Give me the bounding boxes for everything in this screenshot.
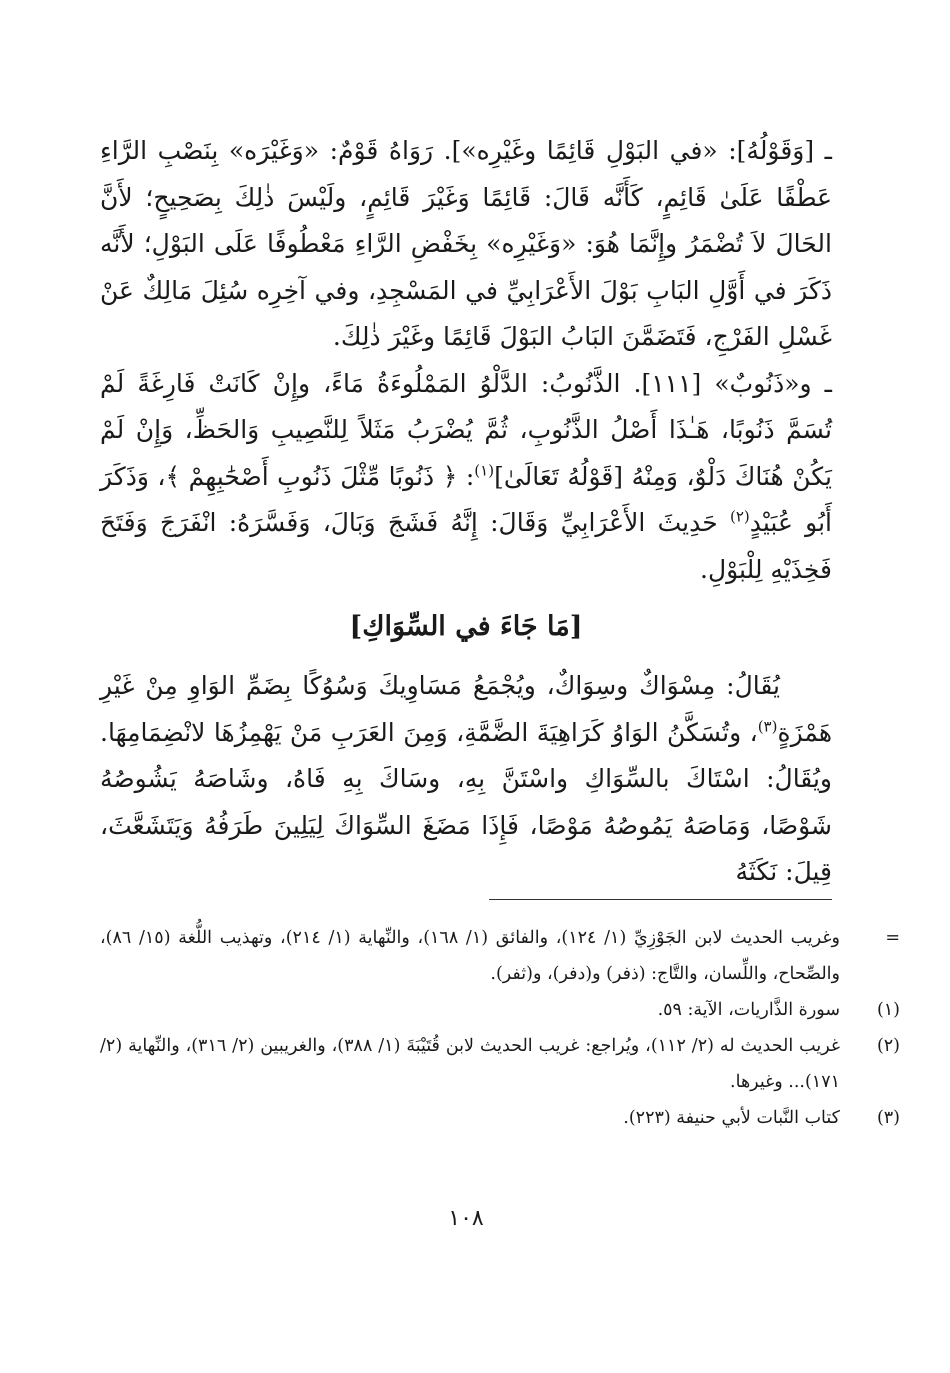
footnote-text: سورة الذَّاريات، الآية: ٥٩. xyxy=(657,1000,840,1020)
paragraph-bawl: ـ [وَقَوْلُهُ]: «في البَوْلِ قَائِمًا وغَيْرِه»]. رَوَاهُ قَوْمٌ: «وَغَيْرَه» بِنَصْبِ الرَّاءِ عَطْفًا عَلَىٰ قَائِمٍ، كَأَنَّه قَالَ: قَائِمًا وَغَيْرَ قَائِمٍ، ولَيْسَ ذٰلِكَ بِصَحِيحٍ؛ لأَنَّ الحَالَ لاَ تُضْمَرُ وإِنَّمَا هُوَ: «وَغَيْرِه» بِخَفْضِ الرَّاءِ مَعْطُوفًا عَلَى البَوْلِ؛ لأَنَّه ذَكَرَ في أَوَّلِ البَابِ بَوْلَ الأَعْرَابِيِّ في المَسْجِدِ، وفي آخِرِه سُئِلَ مَالِكٌ عَنْ غَسْلِ الفَرْجِ، فَتَضَمَّنَ البَابُ البَوْلَ قَائِمًا وغَيْرَ ذٰلِكَ. xyxy=(100,136,832,351)
footnote-mark: (١) xyxy=(876,1000,900,1020)
footnote-mark: (٢) xyxy=(876,1036,900,1056)
footnote-mark: = xyxy=(885,928,900,948)
page-number: ١٠٨ xyxy=(448,1206,484,1231)
page-content xyxy=(100,128,900,1373)
dhanub-text-b: : ﴿ ذَنُوبًا مِّثْلَ ذَنُوبِ أَصْحَٰبِهِمْ ﴾، وَذَكَرَ أَبُو عُبَيْدٍ xyxy=(100,461,832,537)
footnote-continued xyxy=(100,920,900,992)
footnote-text: كتاب النَّبات لأبي حنيفة (٢٢٣). xyxy=(623,1108,840,1128)
footnote-text: غريب الحديث له (٢/ ١١٢)، ويُراجع: غريب الحديث لابن قُتَيْبَةَ (١/ ٣٨٨)، والغريبين (٢/ ٣١٦)، والنِّهاية (٢/ ١٧١)... وغيرها. xyxy=(100,1036,840,1092)
footnote-ref-3[interactable]: (٣) xyxy=(757,717,778,736)
footnote-ref-1[interactable]: (١) xyxy=(474,461,495,480)
paragraph-dhanub xyxy=(100,361,832,594)
paragraph-siwak xyxy=(100,663,832,896)
section-heading: [مَا جَاءَ في السِّوَاكِ] xyxy=(349,611,583,642)
footnotes xyxy=(100,920,900,1136)
footnote-2 xyxy=(100,1028,900,1100)
footnote-mark: (٣) xyxy=(876,1108,900,1128)
siwak-text-b: ، وتُسَكَّنُ الوَاوُ كَرَاهِيَةَ الضَّمَّةِ، وَمِنَ العَرَبِ مَنْ يَهْمِزُهَا لانْضِمَامِهَا. ويُقَالُ: اسْتَاكَ بالسِّوَاكِ واسْتَنَّ بِهِ، وسَاكَ بِهِ فَاهُ، وشَاصَهُ يَشُوصُهُ شَوْصًا، وَمَاصَهُ يَمُوصُهُ مَوْصًا، فَإِذَا مَضَغَ السِّوَاكَ لِيَلِينَ طَرَفُهُ وَيَتَشَعَّثَ، قِيلَ: نَكَثَهُ xyxy=(100,717,832,886)
footnote-1 xyxy=(100,992,900,1028)
footnote-3 xyxy=(100,1100,900,1136)
main-text xyxy=(100,128,832,896)
footnote-ref-2[interactable]: (٢) xyxy=(729,507,750,526)
footnote-text: وغريب الحديث لابن الجَوْزِيِّ (١/ ١٢٤)، والفائق (١/ ١٦٨)، والنِّهاية (١/ ٢١٤)، وتهذيب اللُّغة (١٥/ ٨٦)، والصِّحاح، واللِّسان، والتَّاج: (ذفر) و(دفر)، و(ثفر). xyxy=(100,928,840,984)
footnote-divider xyxy=(489,899,832,900)
dhanub-text-a: ـ و«ذَنُوبٌ» [١١١]. الذَّنُوبُ: الدَّلْوُ المَمْلُوءَةُ مَاءً، وإِنْ كَانَتْ فَارِغَةً لَمْ تُسَمَّ ذَنُوبًا، هَـٰذَا أَصْلُ الذَّنُوبِ، ثُمَّ يُضْرَبُ مَثَلاً لِلنَّصِيبِ وَالحَظِّ، وَإِنْ لَمْ يَكُنْ هُنَاكَ دَلْوٌ، وَمِنْهُ [قَوْلُهُ تَعَالَىٰ] xyxy=(100,368,832,491)
dhanub-text-c: حَدِيثَ الأَعْرَابِيِّ وَقَالَ: إِنَّهُ فَشَجَ وَبَالَ، وَفَسَّرَهُ: انْفَرَجَ وَفَتَحَ فَخِذَيْهِ لِلْبَوْلِ. xyxy=(100,508,832,584)
siwak-text-a: يُقَالُ: مِسْوَاكٌ وسِوَاكٌ، ويُجْمَعُ مَسَاوِيكَ وَسُوُكًا بِضَمِّ الوَاوِ مِنْ غَيْرِ هَمْزَةٍ xyxy=(100,671,832,747)
